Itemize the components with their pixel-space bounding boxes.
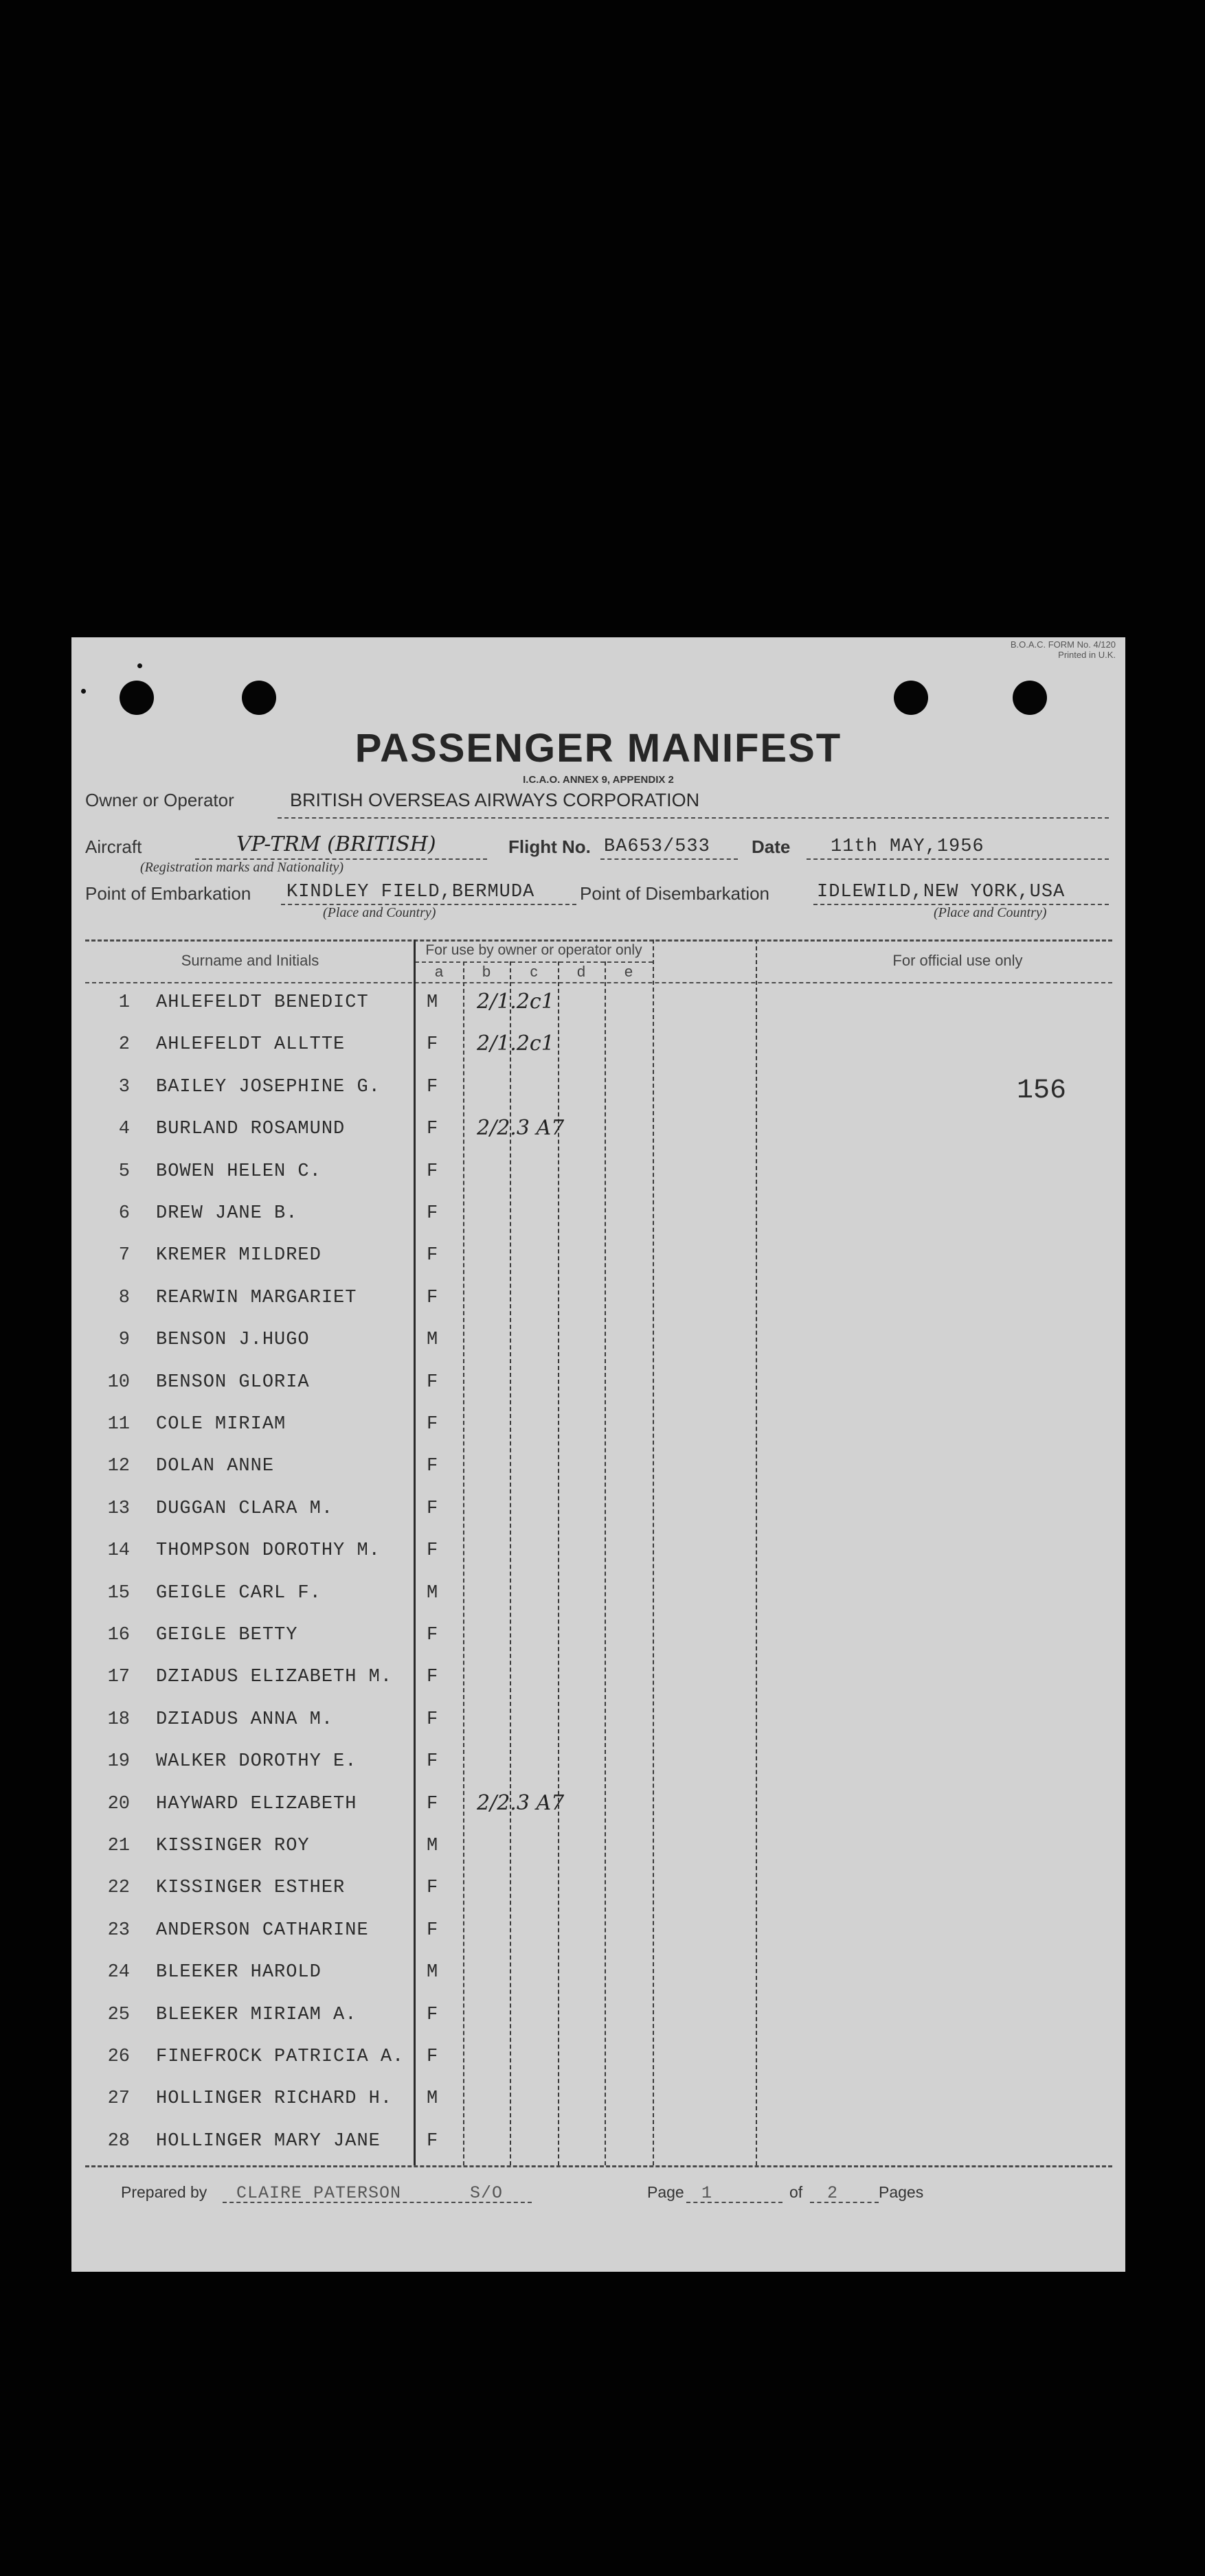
passenger-sex: F	[427, 1878, 438, 1899]
official-column-header: For official use only	[892, 952, 1023, 969]
passenger-number: 24	[107, 1962, 130, 1983]
passenger-ticket-note: 2/2.3 A7	[477, 1790, 565, 1815]
passenger-name: HOLLINGER MARY JANE	[156, 2130, 381, 2152]
passenger-row	[71, 1237, 1125, 1279]
passenger-name: AHLEFELDT ALLTTE	[156, 1034, 346, 1056]
table-top-rule	[85, 939, 1112, 942]
passenger-row	[71, 1617, 1125, 1659]
passenger-number: 10	[107, 1371, 130, 1393]
passenger-name: KREMER MILDRED	[156, 1245, 322, 1266]
passenger-number: 11	[107, 1414, 130, 1435]
passenger-number: 12	[107, 1456, 130, 1477]
passenger-sex: F	[427, 1034, 438, 1056]
passenger-name: REARWIN MARGARIET	[156, 1287, 357, 1308]
passenger-number: 4	[118, 1119, 130, 1140]
passenger-row	[71, 1069, 1125, 1110]
passenger-row	[71, 1743, 1125, 1785]
passenger-number: 5	[118, 1161, 130, 1182]
passenger-sex: F	[427, 1498, 438, 1519]
form-print-note: Printed in U.K.	[1058, 650, 1116, 660]
punch-hole-right-1	[894, 681, 928, 715]
passenger-sex: F	[427, 1371, 438, 1393]
passenger-row	[71, 1701, 1125, 1743]
passenger-sex: F	[427, 1919, 438, 1941]
prepared-by-rule	[223, 2202, 532, 2203]
operator-column-header: For use by owner or operator only	[425, 942, 642, 958]
surname-column-header: Surname and Initials	[181, 952, 319, 969]
embarkation-caption: (Place and Country)	[323, 905, 436, 920]
passenger-number: 21	[107, 1836, 130, 1856]
page-rule	[686, 2202, 782, 2203]
punch-hole-right-2	[1013, 681, 1047, 715]
passenger-name: BLEEKER MIRIAM A.	[156, 2004, 357, 2025]
passenger-number: 26	[107, 2047, 130, 2067]
passenger-sex: M	[427, 1962, 438, 1983]
punch-hole-left-1	[120, 681, 154, 715]
aircraft-caption: (Registration marks and Nationality)	[140, 860, 344, 875]
passenger-number: 8	[118, 1287, 130, 1308]
passenger-row	[71, 1026, 1125, 1068]
passenger-sex: F	[427, 1540, 438, 1562]
passenger-name: FINEFROCK PATRICIA A.	[156, 2047, 405, 2067]
passenger-name: DUGGAN CLARA M.	[156, 1498, 334, 1519]
passenger-name: GEIGLE CARL F.	[156, 1582, 322, 1604]
owner-rule	[278, 817, 1109, 819]
passenger-sex: F	[427, 1625, 438, 1645]
punch-hole-left-2	[242, 681, 276, 715]
passenger-sex: F	[427, 2047, 438, 2067]
passenger-row	[71, 1110, 1125, 1152]
subcolumn-d-header: d	[576, 963, 586, 980]
passenger-number: 2	[118, 1034, 130, 1056]
page-label: Page	[647, 2183, 684, 2201]
embarkation-label: Point of Embarkation	[85, 883, 251, 904]
passenger-sex: F	[427, 1287, 438, 1308]
passenger-sex: F	[427, 1709, 438, 1730]
passenger-name: HOLLINGER RICHARD H.	[156, 2088, 393, 2110]
passenger-sex: F	[427, 1456, 438, 1477]
passenger-number: 25	[107, 2004, 130, 2025]
passenger-name: COLE MIRIAM	[156, 1414, 286, 1435]
passenger-name: BENSON GLORIA	[156, 1371, 310, 1393]
passenger-ticket-note: 2/1.2c1	[477, 990, 554, 1014]
subcolumn-a-header: a	[434, 963, 444, 980]
passenger-row	[71, 1869, 1125, 1911]
passenger-number: 17	[107, 1667, 130, 1688]
passenger-row	[71, 1996, 1125, 2038]
passenger-row	[71, 1279, 1125, 1321]
passenger-row	[71, 984, 1125, 1026]
subcolumn-e-header: e	[624, 963, 633, 980]
passenger-ticket-note: 2/2.3 A7	[477, 1116, 565, 1141]
total-pages-rule	[810, 2202, 879, 2203]
passenger-sex: F	[427, 1161, 438, 1182]
passenger-row	[71, 1786, 1125, 1827]
official-stamp-number: 156	[1017, 1075, 1067, 1106]
passenger-row	[71, 1195, 1125, 1237]
prepared-by-value: CLAIRE PATERSON	[236, 2183, 402, 2203]
passenger-sex: M	[427, 1330, 438, 1351]
passenger-name: BENSON J.HUGO	[156, 1330, 310, 1351]
passenger-number: 14	[107, 1540, 130, 1562]
owner-label: Owner or Operator	[85, 790, 234, 810]
passenger-number: 6	[118, 1203, 130, 1224]
passenger-sex: M	[427, 1582, 438, 1604]
passenger-sex: F	[427, 1751, 438, 1773]
passenger-sex: F	[427, 1076, 438, 1097]
passenger-number: 3	[118, 1076, 130, 1097]
passenger-number: 22	[107, 1878, 130, 1899]
pages-label: Pages	[879, 2183, 924, 2201]
passenger-name: AHLEFELDT BENEDICT	[156, 992, 369, 1013]
flight-value: BA653/533	[604, 836, 710, 857]
passenger-number: 18	[107, 1709, 130, 1730]
passenger-row	[71, 1827, 1125, 1869]
manifest-title: PASSENGER MANIFEST	[354, 726, 842, 771]
flight-label: Flight No.	[508, 836, 591, 857]
passenger-sex: M	[427, 992, 438, 1013]
passenger-row	[71, 1406, 1125, 1448]
form-code	[958, 639, 1116, 660]
passenger-number: 20	[107, 1793, 130, 1814]
passenger-sex: F	[427, 1203, 438, 1224]
passenger-row	[71, 1659, 1125, 1700]
passenger-name: DZIADUS ELIZABETH M.	[156, 1667, 393, 1688]
passenger-name: DOLAN ANNE	[156, 1456, 275, 1477]
passenger-row	[71, 1912, 1125, 1954]
passenger-sex: F	[427, 1793, 438, 1814]
of-label: of	[789, 2183, 803, 2201]
page-number: 1	[701, 2183, 713, 2203]
passenger-ticket-note: 2/1.2c1	[477, 1031, 554, 1056]
passenger-name: ANDERSON CATHARINE	[156, 1919, 369, 1941]
passenger-sex: F	[427, 1119, 438, 1140]
passenger-name: BLEEKER HAROLD	[156, 1962, 322, 1983]
passenger-sex: M	[427, 2088, 438, 2110]
date-value: 11th MAY,1956	[831, 836, 984, 857]
passenger-row	[71, 2123, 1125, 2165]
passenger-sex: F	[427, 1414, 438, 1435]
passenger-number: 9	[118, 1330, 130, 1351]
passenger-name: BOWEN HELEN C.	[156, 1161, 322, 1182]
passenger-name: BAILEY JOSEPHINE G.	[156, 1076, 381, 1097]
aircraft-label: Aircraft	[85, 836, 142, 857]
prepared-by-label: Prepared by	[121, 2183, 207, 2201]
disembarkation-value: IDLEWILD,NEW YORK,USA	[817, 882, 1066, 902]
ink-dot	[137, 663, 142, 668]
passenger-name: BURLAND ROSAMUND	[156, 1119, 346, 1140]
passenger-number: 13	[107, 1498, 130, 1519]
passenger-number: 23	[107, 1919, 130, 1941]
prepared-by-suffix: S/O	[470, 2183, 504, 2203]
passenger-number: 27	[107, 2088, 130, 2110]
form-code-line: B.O.A.C. FORM No. 4/120	[1010, 639, 1116, 650]
passenger-sex: F	[427, 1245, 438, 1266]
flight-rule	[600, 858, 738, 860]
passenger-sex: M	[427, 1836, 438, 1856]
subcolumn-c-header: c	[530, 963, 538, 980]
passenger-row	[71, 2038, 1125, 2080]
passenger-name: DZIADUS ANNA M.	[156, 1709, 334, 1730]
passenger-sex: F	[427, 1667, 438, 1688]
owner-value: BRITISH OVERSEAS AIRWAYS CORPORATION	[290, 790, 700, 810]
passenger-name: DREW JANE B.	[156, 1203, 298, 1224]
passenger-sex: F	[427, 2130, 438, 2152]
passenger-row	[71, 1954, 1125, 1996]
passenger-row	[71, 1448, 1125, 1490]
table-header-rule	[85, 982, 1112, 983]
passenger-name: KISSINGER ROY	[156, 1836, 310, 1856]
passenger-row	[71, 1364, 1125, 1406]
passenger-name: THOMPSON DOROTHY M.	[156, 1540, 381, 1562]
embarkation-value: KINDLEY FIELD,BERMUDA	[286, 882, 535, 902]
passenger-row	[71, 1321, 1125, 1363]
passenger-name: GEIGLE BETTY	[156, 1625, 298, 1645]
passenger-row	[71, 1532, 1125, 1574]
passenger-name: KISSINGER ESTHER	[156, 1878, 346, 1899]
date-rule	[807, 858, 1109, 860]
passenger-number: 1	[118, 992, 130, 1013]
passenger-number: 28	[107, 2130, 130, 2152]
passenger-row	[71, 1575, 1125, 1617]
manifest-subtitle: I.C.A.O. ANNEX 9, APPENDIX 2	[523, 774, 674, 786]
aircraft-value: VP-TRM (BRITISH)	[236, 832, 436, 856]
ink-dot	[81, 689, 86, 694]
table-bottom-rule	[85, 2165, 1112, 2167]
date-label: Date	[752, 836, 791, 857]
passenger-row	[71, 1490, 1125, 1532]
passenger-name: WALKER DOROTHY E.	[156, 1751, 357, 1773]
passenger-row	[71, 1153, 1125, 1195]
disembarkation-caption: (Place and Country)	[934, 905, 1047, 920]
passenger-row	[71, 2080, 1125, 2122]
subcolumn-b-header: b	[482, 963, 491, 980]
total-pages: 2	[827, 2183, 839, 2203]
passenger-number: 16	[107, 1625, 130, 1645]
disembarkation-label: Point of Disembarkation	[580, 883, 770, 904]
passenger-sex: F	[427, 2004, 438, 2025]
passenger-name: HAYWARD ELIZABETH	[156, 1793, 357, 1814]
passenger-number: 7	[118, 1245, 130, 1266]
passenger-number: 19	[107, 1751, 130, 1773]
manifest-sheet	[71, 637, 1125, 2272]
passenger-number: 15	[107, 1582, 130, 1604]
